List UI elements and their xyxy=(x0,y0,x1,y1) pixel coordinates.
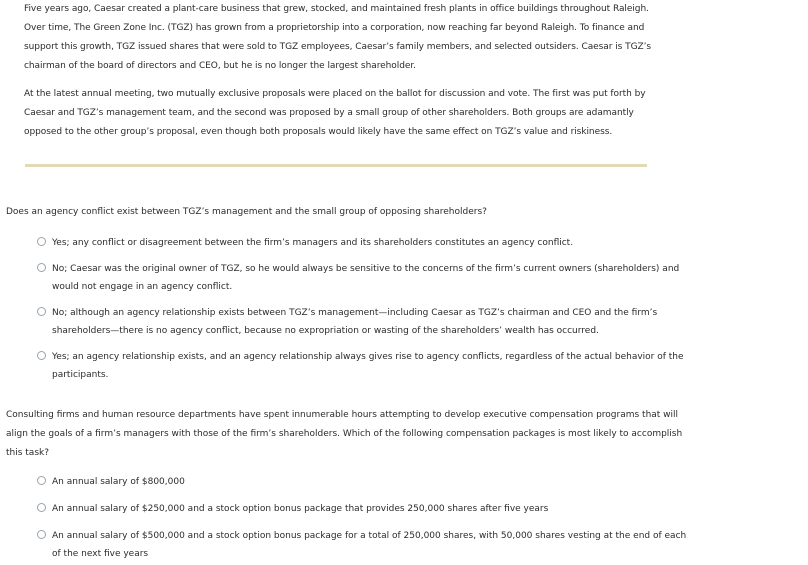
question-1-prompt: Does an agency conflict exist between TGZ’s management and the small group of opposing shareholders? xyxy=(6,207,487,217)
passage-paragraph: At the latest annual meeting, two mutually exclusive proposals were placed on the ballot for discussion and vote. The first was put forth by Caesar and TGZ’s management team, and the second was proposed by a small group of other shareholders. Both groups are adamantly opposed to the other group’s proposal, even though both proposals would likely have the same effect on TGZ’s value and riskiness. xyxy=(24,89,646,137)
answer-option-label: No; although an agency relationship exists between TGZ’s management—including Caesar as TGZ’s chairman and CEO and the firm’s shareholders—there is no agency conflict, because no expropriation or wasting of the shareholders’ wealth has occurred. xyxy=(52,308,658,336)
answer-option-label: An annual salary of $250,000 and a stock option bonus package that provides 250,000 shares after five years xyxy=(52,504,549,514)
section-divider xyxy=(25,164,647,167)
answer-option-label: An annual salary of $500,000 and a stock option bonus package for a total of 250,000 shares, with 50,000 shares vesting at the end of each of the next five years xyxy=(52,531,687,559)
radio-button-icon[interactable] xyxy=(37,307,46,316)
answer-option-label: An annual salary of $800,000 xyxy=(52,477,185,487)
answer-option[interactable] xyxy=(37,500,687,518)
answer-option-label: Yes; any conflict or disagreement between the firm’s managers and its shareholders constitutes an agency conflict. xyxy=(52,238,574,248)
question-2-prompt: Consulting firms and human resource departments have spent innumerable hours attempting to develop executive compensation programs that will align the goals of a firm’s managers with those of the firm’s shareholders. Which of the following compensation packages is most likely to accomplish this task? xyxy=(6,410,683,458)
answer-option[interactable] xyxy=(37,304,687,340)
answer-option[interactable] xyxy=(37,260,687,296)
question-1-options xyxy=(37,234,687,384)
answer-option-label: Yes; an agency relationship exists, and an agency relationship always gives rise to agency conflicts, regardless of the actual behavior of the participants. xyxy=(52,352,684,380)
answer-option[interactable] xyxy=(37,348,687,384)
scenario-passage xyxy=(24,0,654,142)
radio-button-icon[interactable] xyxy=(37,530,46,539)
radio-button-icon[interactable] xyxy=(37,263,46,272)
answer-option[interactable] xyxy=(37,234,687,252)
radio-button-icon[interactable] xyxy=(37,351,46,360)
radio-button-icon[interactable] xyxy=(37,503,46,512)
question-2-options xyxy=(37,473,687,563)
answer-option[interactable] xyxy=(37,473,687,491)
radio-button-icon[interactable] xyxy=(37,237,46,246)
answer-option-label: No; Caesar was the original owner of TGZ, so he would always be sensitive to the concerns of the firm’s current owners (shareholders) and would not engage in an agency conflict. xyxy=(52,264,680,292)
passage-paragraph: Five years ago, Caesar created a plant-care business that grew, stocked, and maintained fresh plants in office buildings throughout Raleigh. Over time, The Green Zone Inc. (TGZ) has grown from a proprietorship into a corporation, now reaching far beyond Raleigh. To finance and support this growth, TGZ issued shares that were sold to TGZ employees, Caesar’s family members, and selected outsiders. Caesar is TGZ’s chairman of the board of directors and CEO, but he is no longer the largest shareholder. xyxy=(24,4,652,71)
answer-option[interactable] xyxy=(37,527,687,563)
radio-button-icon[interactable] xyxy=(37,476,46,485)
